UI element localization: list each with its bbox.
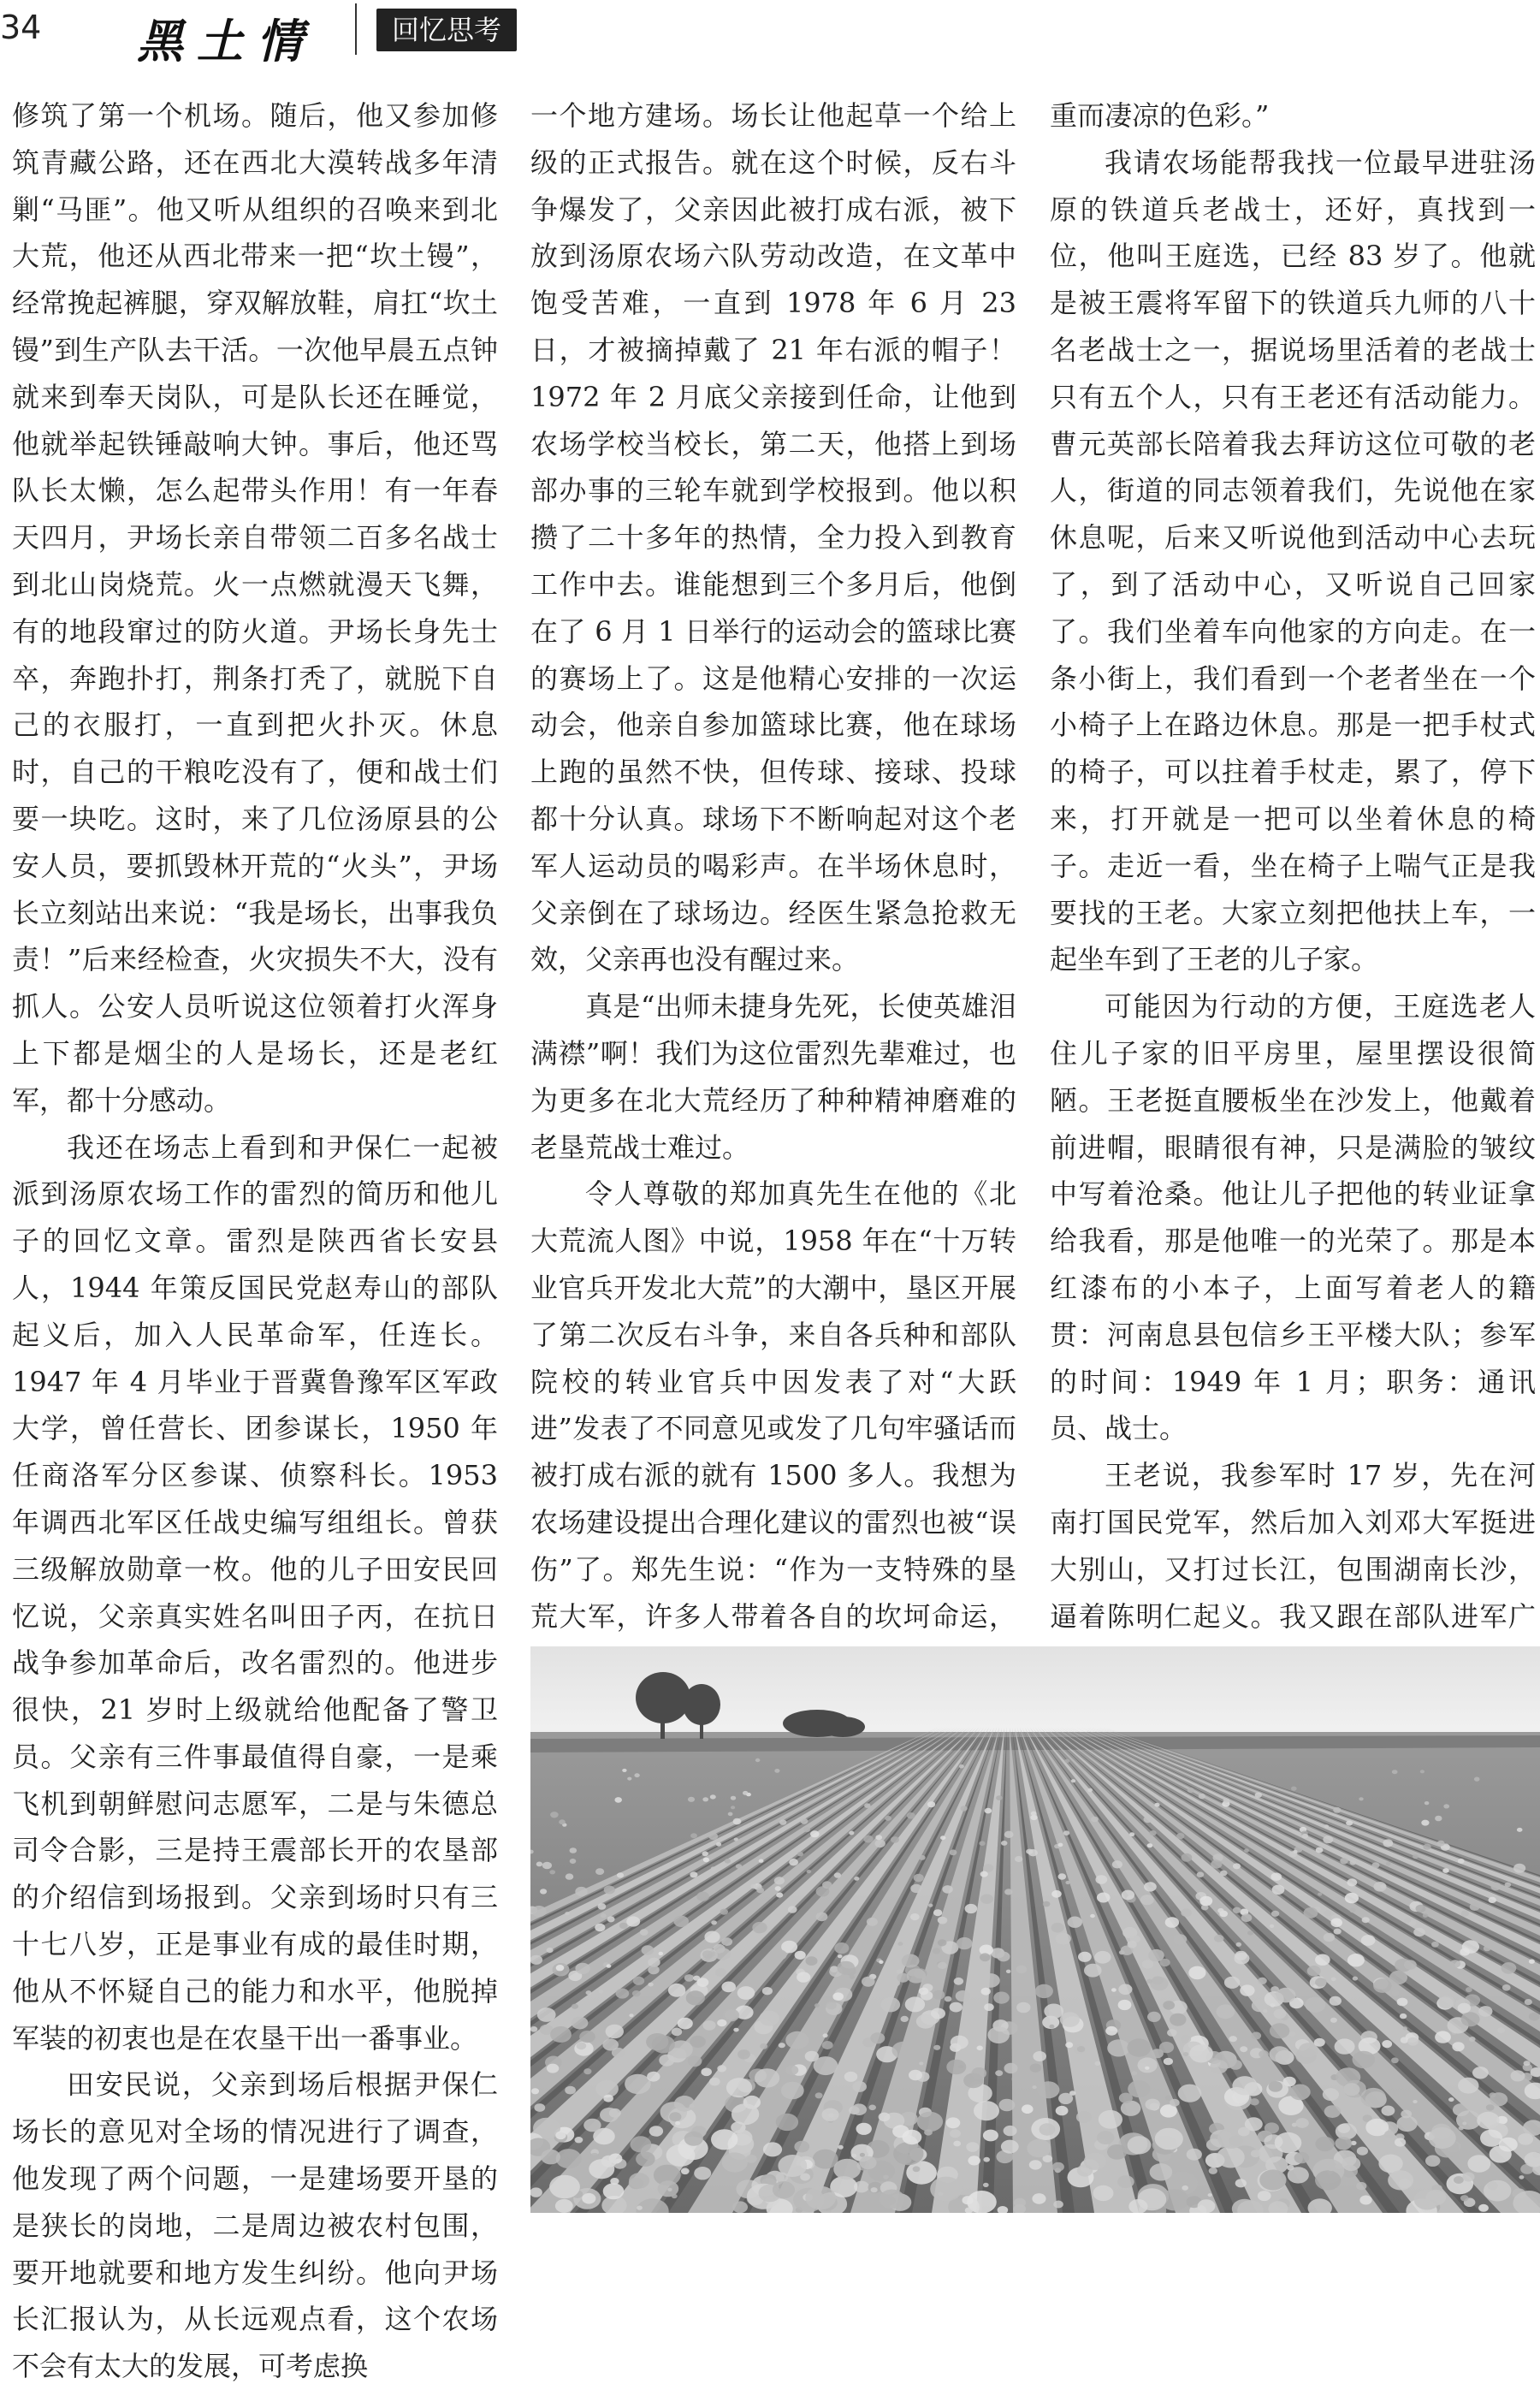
paragraph: 可能因为行动的方便，王庭选老人住儿子家的旧平房里，屋里摆设很简陋。王老挺直腰板坐在沙发上，他戴着前进帽，眼睛很有神，只是满脸的皱纹中写着沧桑。他让儿子把他的转业证拿给我看，那是他唯一的光荣了。那是本红漆布的小本子，上面写着老人的籍贯：河南息县包信乡王平楼大队；参军的时间：1949 年 1 月；职务：通讯员、战士。 (1050, 983, 1536, 1452)
field-illustration (530, 1646, 1540, 2213)
paragraph: 一个地方建场。场长让他起草一个给上级的正式报告。就在这个时候，反右斗争爆发了，父亲因此被打成右派，被下放到汤原农场六队劳动改造，在文革中饱受苦难，一直到 1978 年 6 月 23 日，才被摘掉戴了 21 年右派的帽子！1972 年 2 月底父亲接到任命，让他到农场学校当校长，第二天，他搭上到场部办事的三轮车就到学校报到。他以积攒了二十多年的热情，全力投入到教育工作中去。谁能想到三个多月后，他倒在了 6 月 1 日举行的运动会的篮球比赛的赛场上了。这是他精心安排的一次运动会，他亲自参加篮球比赛，他在球场上跑的虽然不快，但传球、接球、投球都十分认真。球场下不断响起对这个老军人运动员的喝彩声。在半场休息时，父亲倒在了球场边。经医生紧急抢救无效，父亲再也没有醒过来。 (530, 92, 1016, 983)
text-column-3 (1050, 92, 1536, 1827)
text-column-2 (530, 92, 1016, 1781)
paragraph: 重而凄凉的色彩。” (1050, 92, 1536, 139)
paragraph: 令人尊敬的郑加真先生在他的《北大荒流人图》中说，1958 年在“十万转业官兵开发北大荒”的大潮中，垦区开展了第二次反右斗争，来自各兵种和部队院校的转业官兵中因发表了对“大跃进”发表了不同意见或发了几句牢骚话而被打成右派的就有 1500 多人。我想为农场建设提出合理化建议的雷烈也被“误伤”了。郑先生说：“作为一支特殊的垦荒大军，许多人带着各自的坎坷命运， (530, 1171, 1016, 1780)
field-rows-photo (530, 1646, 1540, 2213)
paragraph: 真是“出师未捷身先死，长使英雄泪满襟”啊！我们为这位雷烈先辈难过，也为更多在北大荒经历了种种精神磨难的老垦荒战士难过。 (530, 983, 1016, 1171)
paragraph: 我还在场志上看到和尹保仁一起被派到汤原农场工作的雷烈的简历和他儿子的回忆文章。雷烈是陕西省长安县人，1944 年策反国民党赵寿山的部队起义后，加入人民革命军，任连长。1947 年 4 月毕业于晋冀鲁豫军区军政大学，曾任营长、团参谋长，1950 年任商洛军分区参谋、侦察科长。1953 年调西北军区任战史编写组组长。曾获三级解放勋章一枚。他的儿子田安民回忆说，父亲真实姓名叫田子丙，在抗日战争参加革命后，改名雷烈的。他进步很快，21 岁时上级就给他配备了警卫员。父亲有三件事最值得自豪，一是乘飞机到朝鲜慰问志愿军，二是与朱德总司令合影，三是持王震部长开的农垦部的介绍信到场报到。父亲到场时只有三十七八岁，正是事业有成的最佳时期，他从不怀疑自己的能力和水平，他脱掉军装的初衷也是在农垦干出一番事业。 (12, 1124, 498, 2062)
text-column-1 (12, 92, 498, 2390)
page-number: 34 (0, 9, 41, 46)
paragraph: 我请农场能帮我找一位最早进驻汤原的铁道兵老战士，还好，真找到一位，他叫王庭选，已经 83 岁了。他就是被王震将军留下的铁道兵九师的八十名老战士之一，据说场里活着的老战士只有五个人，只有王老还有活动能力。曹元英部长陪着我去拜访这位可敬的老人，街道的同志领着我们，先说他在家休息呢，后来又听说他到活动中心去玩了，到了活动中心，又听说自己回家了。我们坐着车向他家的方向走。在一条小街上，我们看到一个老者坐在一个小椅子上在路边休息。那是一把手杖式的椅子，可以拄着手杖走，累了，停下来，打开就是一把可以坐着休息的椅子。走近一看，坐在椅子上喘气正是我要找的王老。大家立刻把他扶上车，一起坐车到了王老的儿子家。 (1050, 139, 1536, 983)
paragraph: 修筑了第一个机场。随后，他又参加修筑青藏公路，还在西北大漠转战多年清剿“马匪”。他又听从组织的召唤来到北大荒，他还从西北带来一把“坎土镘”，经常挽起裤腿，穿双解放鞋，肩扛“坎土镘”到生产队去干活。一次他早晨五点钟就来到奉天岗队，可是队长还在睡觉，他就举起铁锤敲响大钟。事后，他还骂队长太懒，怎么起带头作用！有一年春天四月，尹场长亲自带领二百多名战士到北山岗烧荒。火一点燃就漫天飞舞，有的地段窜过的防火道。尹场长身先士卒，奔跑扑打，荆条打秃了，就脱下自己的衣服打，一直到把火扑灭。休息时，自己的干粮吃没有了，便和战士们要一块吃。这时，来了几位汤原县的公安人员，要抓毁林开荒的“火头”，尹场长立刻站出来说：“我是场长，出事我负责！”后来经检查，火灾损失不大，没有抓人。公安人员听说这位领着打火浑身上下都是烟尘的人是场长，还是老红军，都十分感动。 (12, 92, 498, 1124)
magazine-title: 黑土情 (137, 5, 317, 71)
paragraph: 田安民说，父亲到场后根据尹保仁场长的意见对全场的情况进行了调查，他发现了两个问题，一是建场要开垦的是狭长的岗地，二是周边被农村包围，要开地就要和地方发生纠纷。他向尹场长汇报认为，从长远观点看，这个农场不会有太大的发展，可考虑换 (12, 2061, 498, 2390)
header-divider (355, 3, 357, 55)
page-header (0, 0, 1540, 58)
paragraph: 王老说，我参军时 17 岁，先在河南打国民党军，然后加入刘邓大军挺进大别山，又打过长江，包围湖南长沙，逼着陈明仁起义。我又跟在部队进军广 (1050, 1452, 1536, 1827)
section-tag: 回忆思考 (376, 9, 517, 51)
